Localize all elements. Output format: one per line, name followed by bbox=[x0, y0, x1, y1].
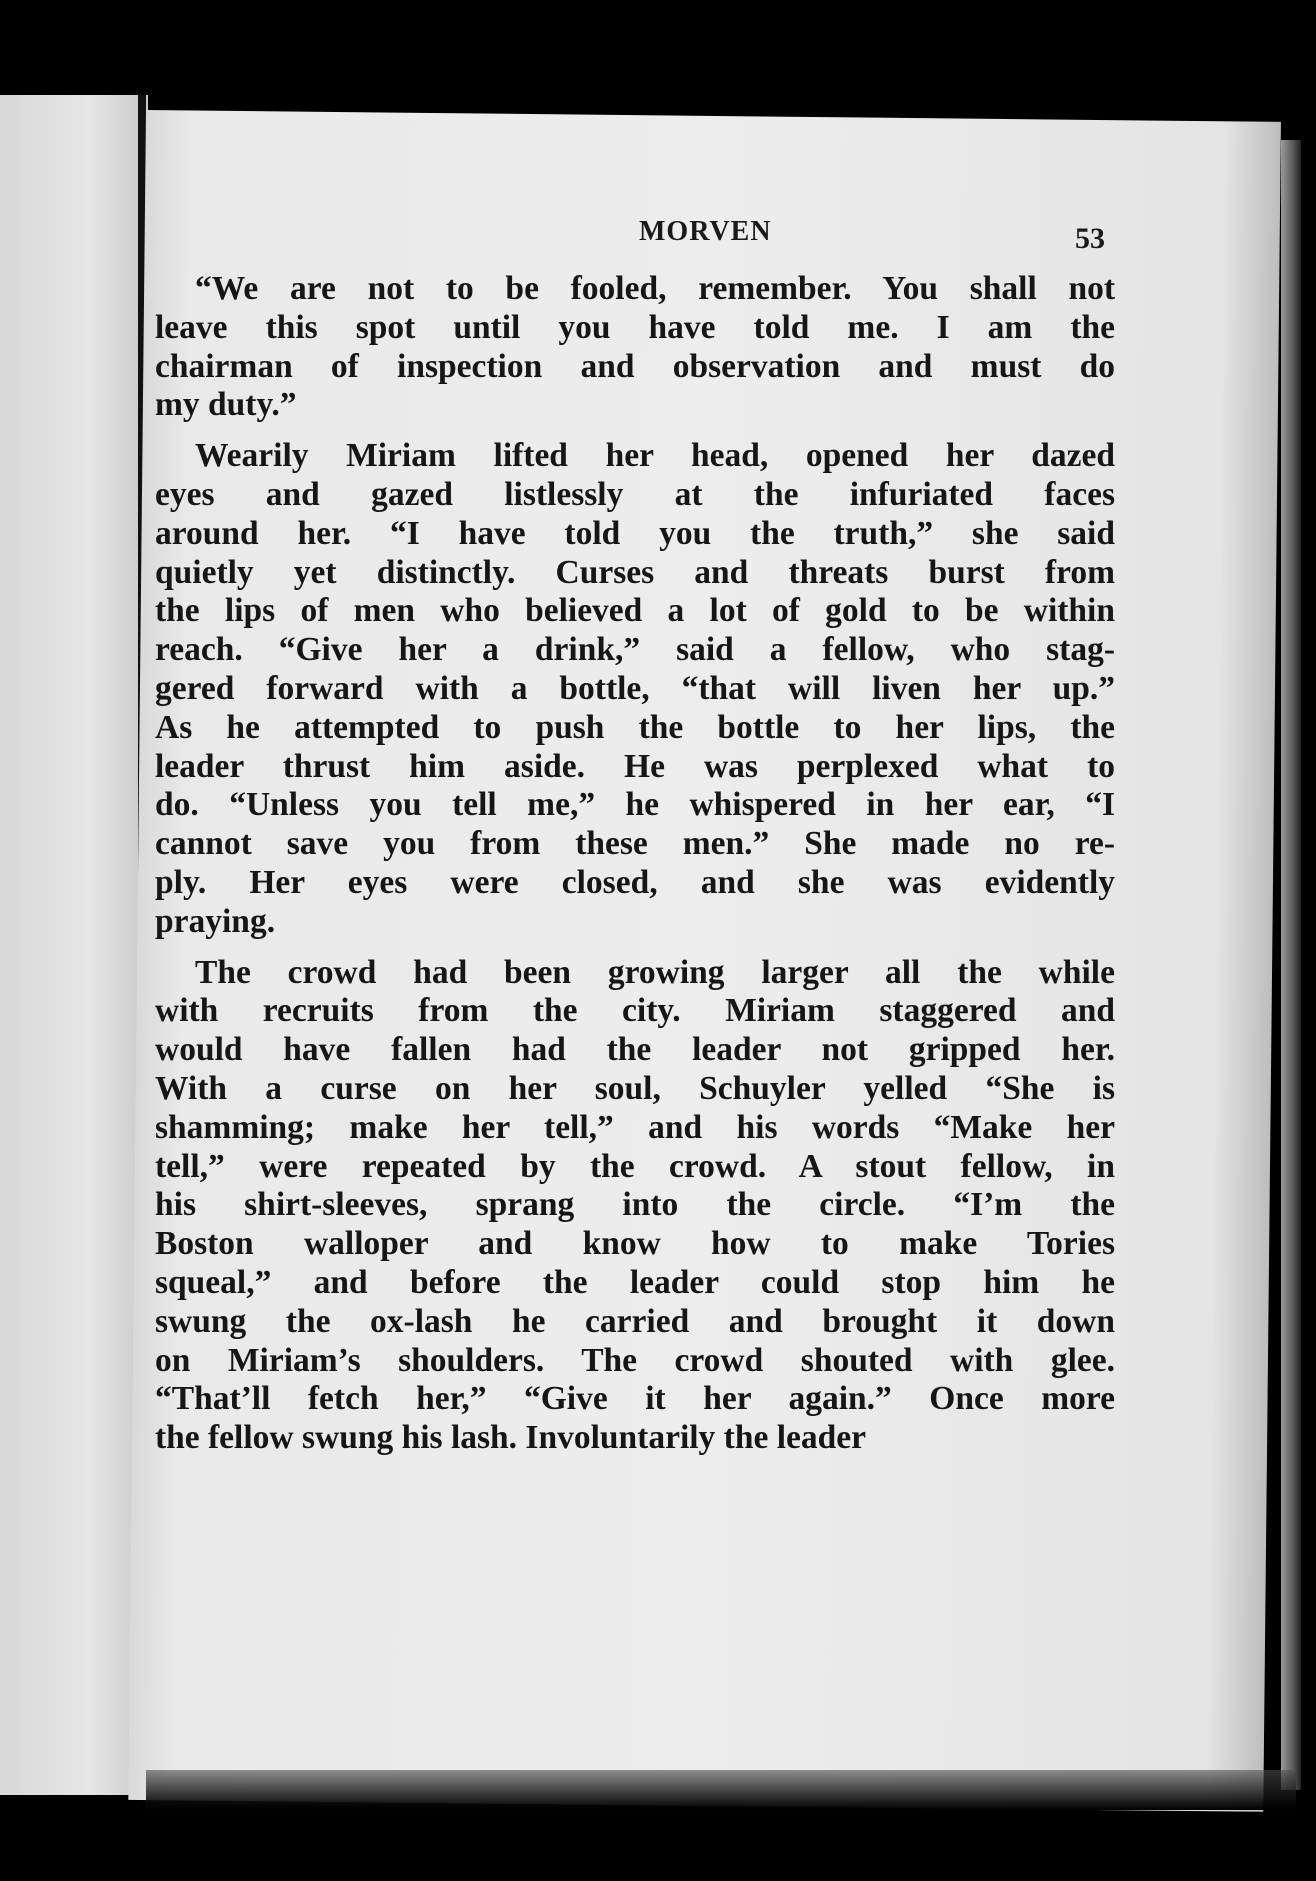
text-line: “We are not to be fooled, remember. You shall not bbox=[195, 270, 1115, 307]
page-header bbox=[155, 216, 1115, 256]
text-line: eyes and gazed listlessly at the infuriated faces bbox=[155, 475, 1115, 513]
text-line: around her. “I have told you the truth,” she said bbox=[155, 514, 1115, 552]
text-line: With a curse on her soul, Schuyler yelled “She is bbox=[155, 1069, 1115, 1107]
text-line: the fellow swung his lash. Involuntarily the leader bbox=[155, 1419, 867, 1457]
text-line: Wearily Miriam lifted her head, opened her dazed bbox=[195, 437, 1115, 475]
paragraph-2 bbox=[155, 437, 1115, 941]
bottom-shadow bbox=[146, 1770, 1296, 1810]
text-line: ply. Her eyes were closed, and she was evidently bbox=[155, 863, 1115, 901]
text-line: praying. bbox=[155, 902, 276, 940]
text-line: The crowd had been growing larger all the while bbox=[195, 953, 1115, 991]
text-line: Boston walloper and know how to make Tories bbox=[155, 1225, 1115, 1263]
text-line: my duty.” bbox=[155, 386, 297, 424]
text-line: cannot save you from these men.” She made no re- bbox=[155, 825, 1115, 863]
text-line: would have fallen had the leader not gripped her. bbox=[155, 1031, 1115, 1069]
text-line: swung the ox-lash he carried and brought it down bbox=[155, 1302, 1115, 1340]
text-line: chairman of inspection and observation and must do bbox=[155, 347, 1115, 385]
text-line: gered forward with a bottle, “that will liven her up.” bbox=[155, 669, 1115, 707]
text-line: tell,” were repeated by the crowd. A stout fellow, in bbox=[155, 1147, 1115, 1185]
text-line: quietly yet distinctly. Curses and threats burst from bbox=[155, 553, 1115, 591]
page-edge-shadow bbox=[1281, 140, 1301, 1790]
page-number: 53 bbox=[1075, 222, 1105, 255]
text-line: his shirt-sleeves, sprang into the circle. “I’m the bbox=[155, 1186, 1115, 1224]
text-line: As he attempted to push the bottle to her lips, the bbox=[155, 708, 1115, 746]
text-line: do. “Unless you tell me,” he whispered in her ear, “I bbox=[155, 786, 1115, 824]
text-line: “That’ll fetch her,” “Give it her again.” Once more bbox=[155, 1380, 1115, 1418]
text-line: leader thrust him aside. He was perplexed what to bbox=[155, 747, 1115, 785]
paragraph-1 bbox=[155, 270, 1115, 425]
paragraph-3 bbox=[155, 954, 1115, 1458]
text-line: squeal,” and before the leader could stop him he bbox=[155, 1263, 1115, 1301]
body-text bbox=[155, 270, 1115, 1458]
facing-page-edge bbox=[0, 95, 148, 1795]
running-title: MORVEN bbox=[639, 216, 772, 247]
text-line: reach. “Give her a drink,” said a fellow, who stag- bbox=[155, 631, 1115, 669]
text-line: with recruits from the city. Miriam staggered and bbox=[155, 992, 1115, 1030]
text-line: shamming; make her tell,” and his words “Make her bbox=[155, 1108, 1115, 1146]
text-line: on Miriam’s shoulders. The crowd shouted with glee. bbox=[155, 1341, 1115, 1379]
text-line: leave this spot until you have told me. I am the bbox=[155, 308, 1115, 346]
text-line: the lips of men who believed a lot of gold to be within bbox=[155, 592, 1115, 630]
